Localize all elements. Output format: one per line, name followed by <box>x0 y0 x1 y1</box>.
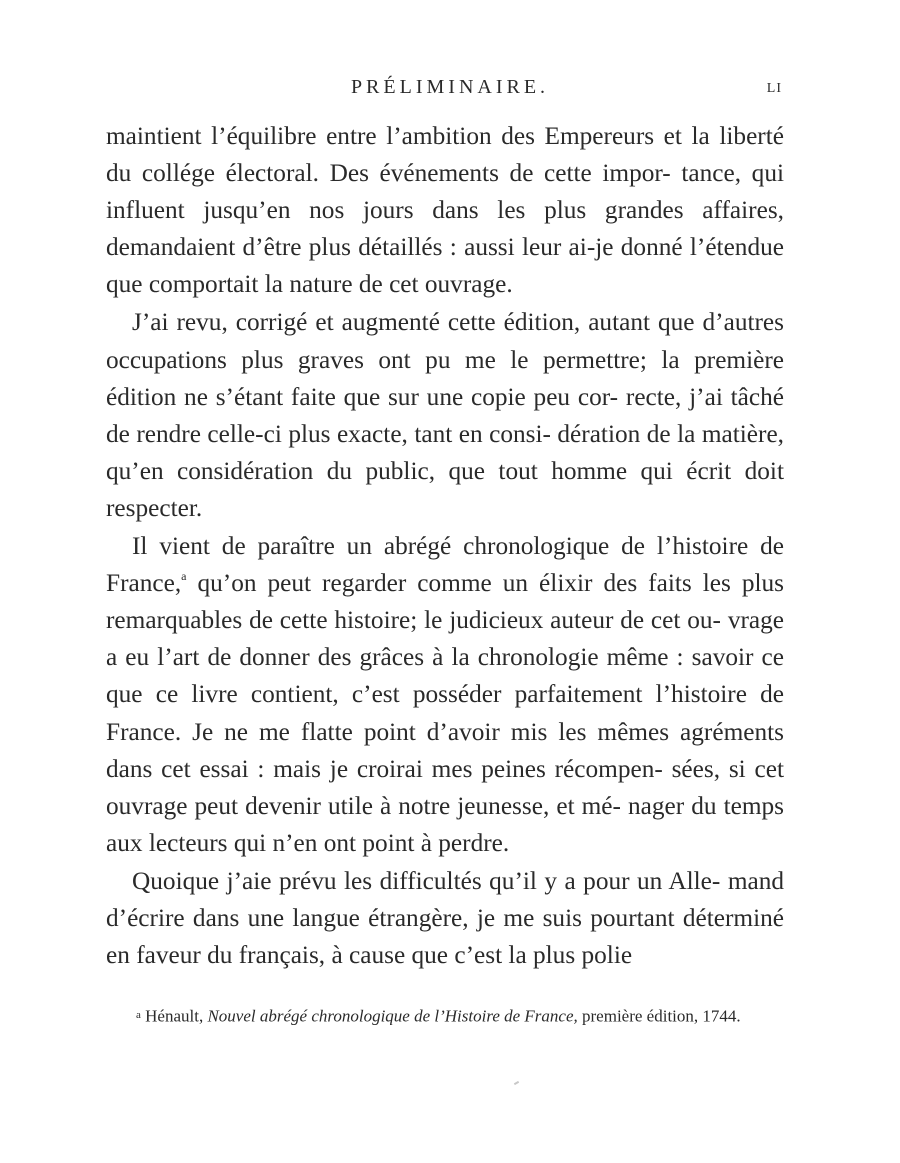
text-line: première édition ne s’étant faite que sur une copie peu cor- <box>106 345 785 411</box>
running-head-title: PRÉLIMINAIRE. <box>350 76 550 98</box>
text-line: affaires, demandaient d’être plus détaillés : aussi leur ai-je donné <box>106 196 784 262</box>
text-line: homme qui écrit doit respecter. <box>106 456 784 522</box>
text-line: remarquables de cette histoire; le judicieux auteur de cet ou- <box>106 606 721 635</box>
text-line: d’autres occupations plus graves ont pu me le permettre; la <box>106 308 784 374</box>
paragraph-1 <box>106 118 784 303</box>
text-line: vrage a eu l’art de donner des grâces à la chronologie même : <box>106 606 785 672</box>
footnote-reference[interactable]: a <box>181 569 187 584</box>
text-line: agréments dans cet essai : mais je croirai mes peines récompen- <box>106 717 785 783</box>
text-line: tance, qui influent jusqu’en nos jours dans les plus grandes <box>106 159 784 225</box>
footnote-edition: première édition, 1744. <box>577 1006 741 1026</box>
text-line: dération de la matière, qu’en considération du public, que tout <box>106 419 785 485</box>
text-line: recte, j’ai tâché de rendre celle-ci plus exacte, tant en consi- <box>106 382 784 448</box>
text-line: liberté du collége électoral. Des événements de cette impor- <box>106 122 784 188</box>
running-head <box>106 74 786 104</box>
text-line: mand d’écrire dans une langue étrangère, je me suis pourtant <box>106 866 785 932</box>
text-line: déterminé en faveur du français, à cause que c’est la plus polie <box>106 903 784 970</box>
footnote-book-title: Nouvel abrégé chronologique de l’Histoire de France, <box>207 1006 578 1026</box>
text-line: nager du temps aux lecteurs qui n’en ont point à perdre. <box>106 791 784 857</box>
text-line: Il vient de paraître un abrégé chronologique de l’histoire de <box>132 532 784 561</box>
text-line: maintient l’équilibre entre l’ambition des Empereurs et la <box>106 122 710 150</box>
paragraph-4 <box>106 863 784 974</box>
text-line: J’ai revu, corrigé et augmenté cette édition, autant que <box>132 308 695 337</box>
text-line: France, <box>106 569 182 598</box>
text-line: sées, si cet ouvrage peut devenir utile à notre jeunesse, et mé- <box>106 754 784 820</box>
footnote-marker: a <box>136 1009 141 1021</box>
body-text <box>106 118 784 974</box>
paragraph-3 <box>106 528 784 862</box>
page-number: LI <box>766 81 782 96</box>
paragraph-2 <box>106 304 784 527</box>
paper-speck <box>514 1081 519 1085</box>
text-line: savoir ce que ce livre contient, c’est posséder parfaitement <box>106 643 785 709</box>
text-line: l’histoire de France. Je ne me flatte point d’avoir mis les mêmes <box>106 680 784 746</box>
footnote-author: Hénault, <box>145 1006 208 1026</box>
text-line: Quoique j’aie prévu les difficultés qu’il y a pour un Alle- <box>132 866 721 895</box>
text-line: l’étendue que comportait la nature de cet ouvrage. <box>106 233 784 299</box>
text-line: qu’on peut regarder comme un élixir des faits les plus <box>186 569 784 598</box>
footnote <box>106 1001 784 1030</box>
